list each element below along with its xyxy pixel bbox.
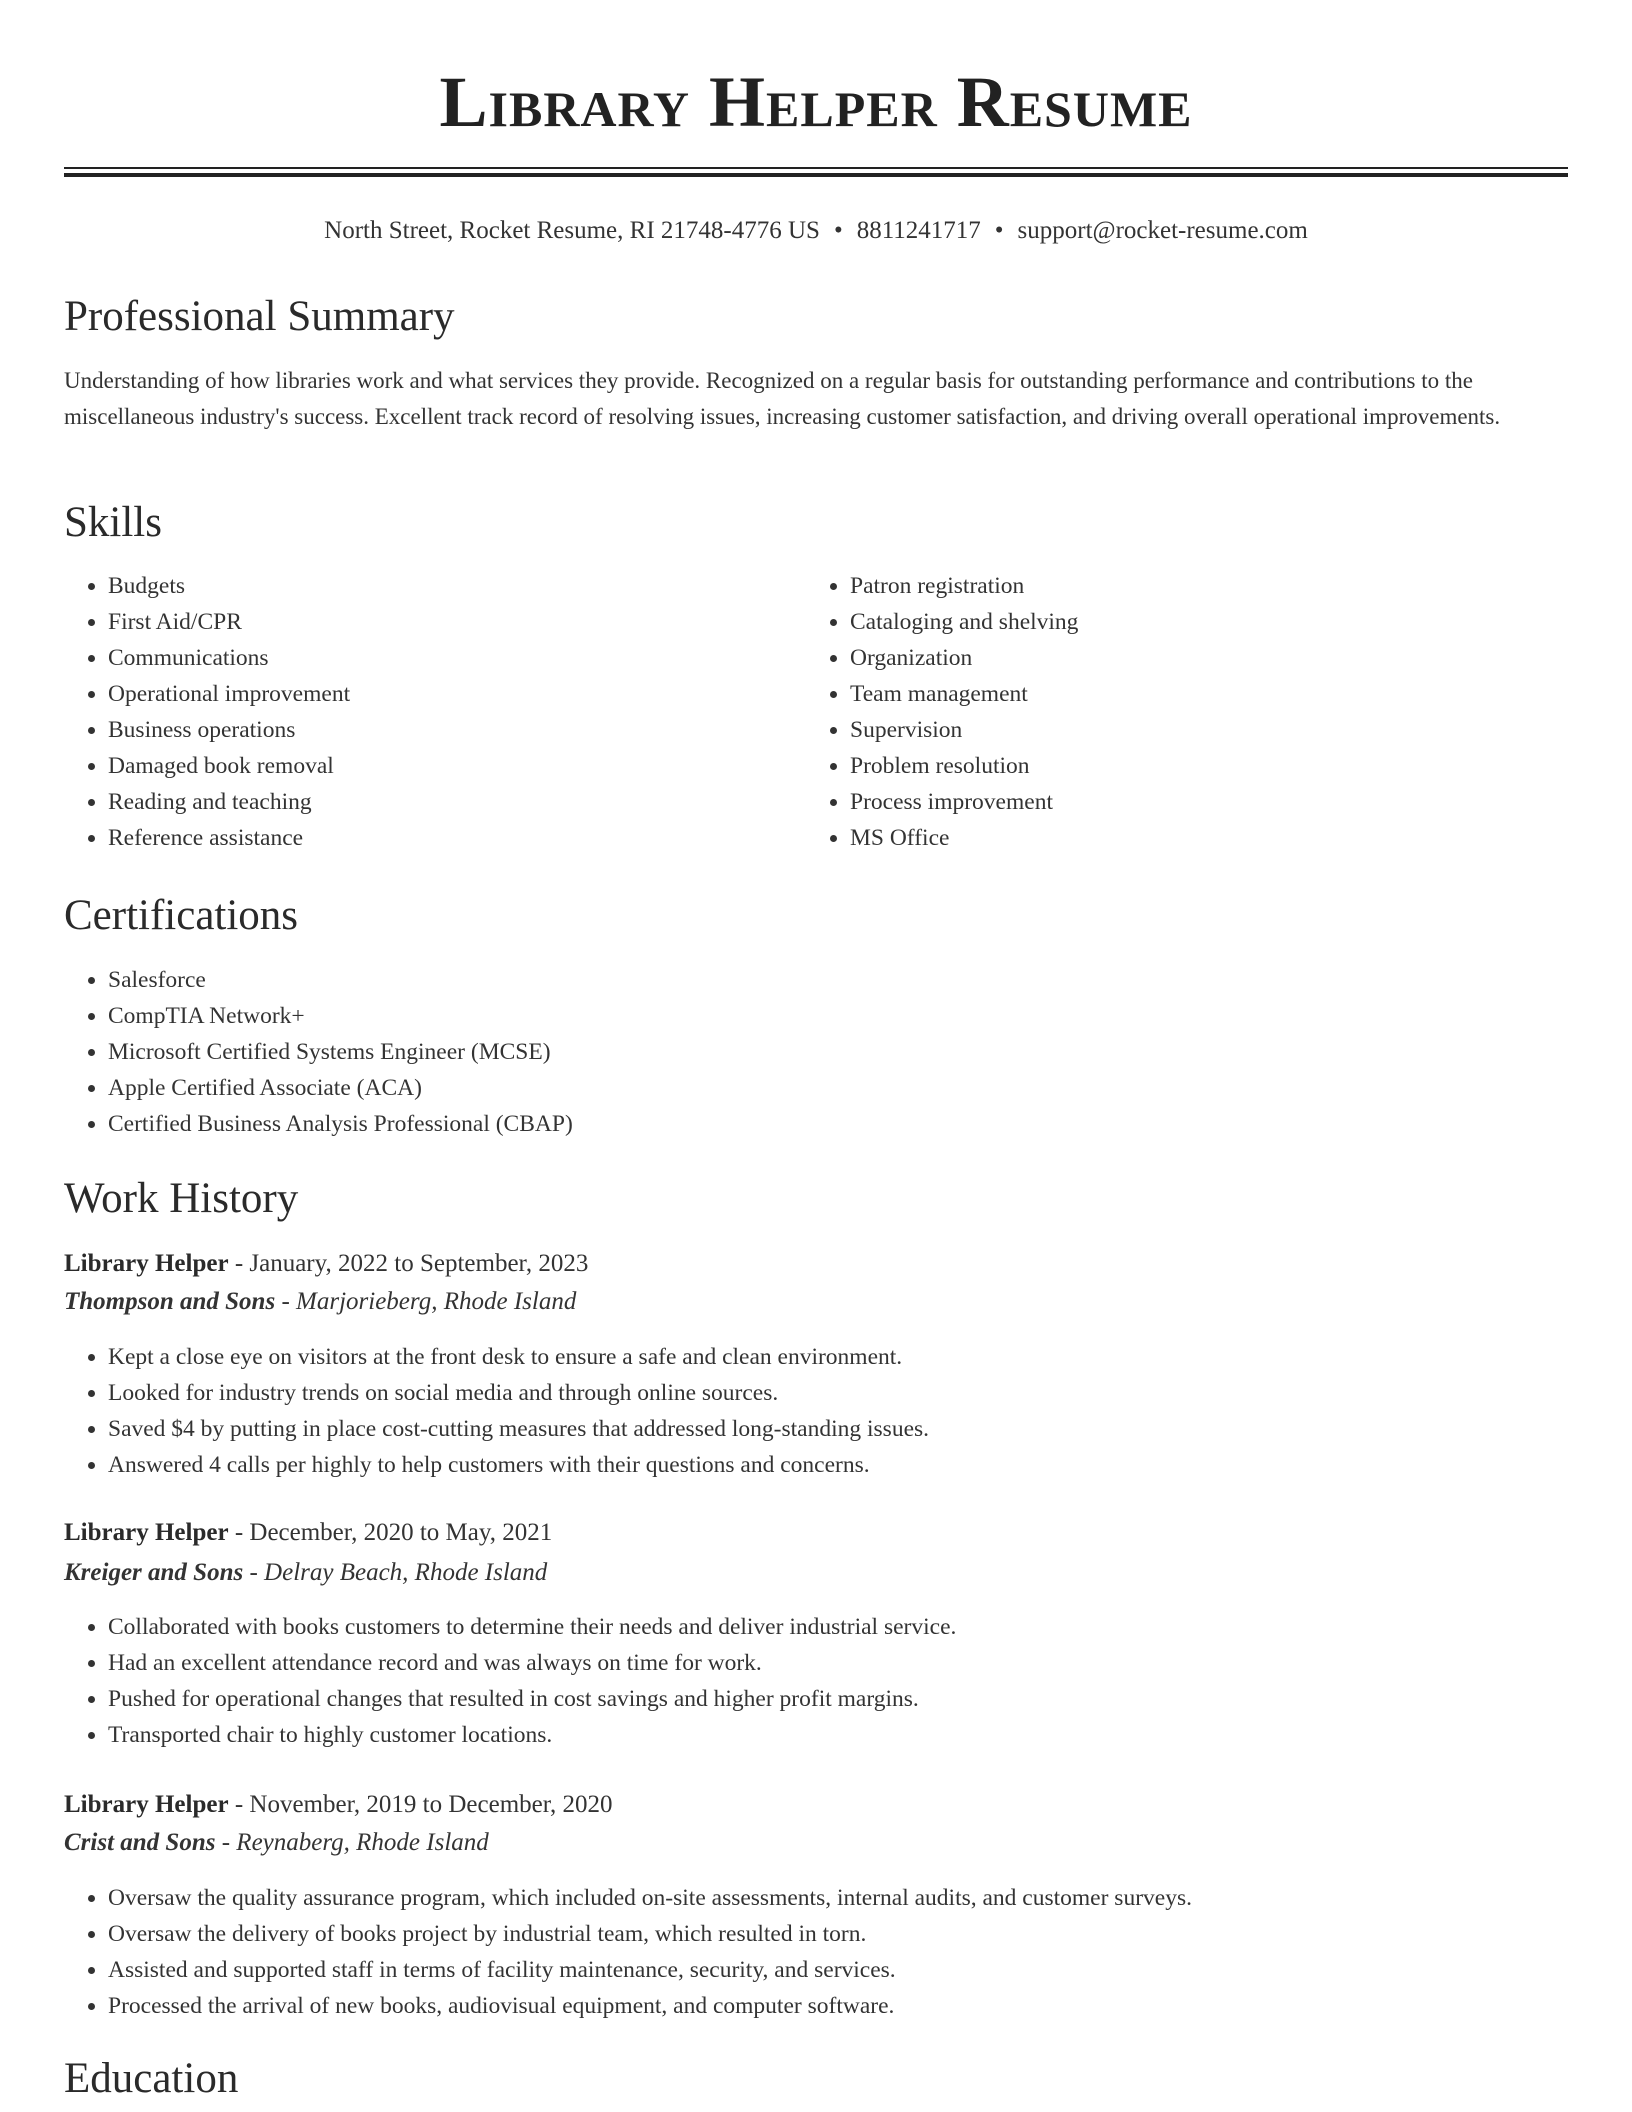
job-bullet: • Transported chair to highly customer locations. (108, 1717, 1588, 1753)
job-title: Library Helper (64, 1791, 229, 1818)
job-bullets (64, 1339, 1588, 1483)
skill-item: • Communications (108, 640, 808, 676)
skill-item: • Business operations (108, 712, 808, 748)
job-bullet: • Oversaw the delivery of books project by industrial team, which resulted in torn. (108, 1916, 1588, 1952)
summary-text: Understanding of how libraries work and what services they provide. Recognized on a regular basis for outstanding performance and contributions to the miscellaneous industry's success. Excellent track record of resolving issues, increasing customer satisfaction, and driving overall operational improvements. (64, 368, 1501, 429)
skills-list-left (64, 568, 808, 856)
skill-item: • Operational improvement (108, 676, 808, 712)
skill-item: • Damaged book removal (108, 748, 808, 784)
resume-page (64, 0, 1568, 2102)
contact-email[interactable]: support@rocket-resume.com (1017, 217, 1308, 244)
job-bullets (64, 1609, 1588, 1753)
summary-heading: Professional Summary (64, 293, 455, 340)
job-bullets (64, 1880, 1588, 2024)
job-dates: January, 2022 to September, 2023 (249, 1250, 589, 1277)
job-company-line: Thompson and Sons - Marjorieberg, Rhode Island (64, 1288, 577, 1315)
skill-item: • Reading and teaching (108, 784, 808, 820)
job-title-line: Library Helper - November, 2019 to December, 2020 (64, 1791, 613, 1818)
certification-item: • Certified Business Analysis Professional (CBAP) (108, 1106, 1508, 1142)
job-company-line: Kreiger and Sons - Delray Beach, Rhode Island (64, 1559, 548, 1586)
job-title: Library Helper (64, 1250, 229, 1277)
job-bullet: • Answered 4 calls per highly to help customers with their questions and concerns. (108, 1447, 1588, 1483)
job-company-line: Crist and Sons - Reynaberg, Rhode Island (64, 1829, 489, 1856)
job-bullet: • Processed the arrival of new books, audiovisual equipment, and computer software. (108, 1988, 1588, 2024)
job-location: Marjorieberg, Rhode Island (296, 1288, 577, 1315)
certifications-list (64, 962, 1508, 1142)
work-history-heading: Work History (64, 1175, 299, 1222)
job-bullet: • Looked for industry trends on social media and through online sources. (108, 1375, 1588, 1411)
skill-item: • Team management (850, 676, 1550, 712)
job-company: Thompson and Sons (64, 1288, 276, 1315)
certification-item: • Apple Certified Associate (ACA) (108, 1070, 1508, 1106)
certification-item: • Microsoft Certified Systems Engineer (MCSE) (108, 1034, 1508, 1070)
contact-separator: • (994, 217, 1004, 244)
contact-address: North Street, Rocket Resume, RI 21748-4776 US (324, 217, 820, 244)
job-title-line: Library Helper - January, 2022 to September, 2023 (64, 1250, 589, 1277)
job-dates: November, 2019 to December, 2020 (249, 1791, 613, 1818)
job-title-line: Library Helper - December, 2020 to May, 2021 (64, 1519, 553, 1546)
skill-item: • Budgets (108, 568, 808, 604)
page-title: Library Helper Resume (439, 62, 1193, 142)
skill-item: • Patron registration (850, 568, 1550, 604)
title-divider-thin (64, 167, 1568, 169)
job-bullet: • Assisted and supported staff in terms of facility maintenance, security, and services. (108, 1952, 1588, 1988)
job-location: Reynaberg, Rhode Island (236, 1829, 489, 1856)
skill-item: • Process improvement (850, 784, 1550, 820)
skill-item: • Problem resolution (850, 748, 1550, 784)
job-bullet: • Oversaw the quality assurance program, which included on-site assessments, internal audits, and customer surveys. (108, 1880, 1588, 1916)
skill-item: • Organization (850, 640, 1550, 676)
skill-item: • Reference assistance (108, 820, 808, 856)
job-bullet: • Pushed for operational changes that resulted in cost savings and higher profit margins. (108, 1681, 1588, 1717)
skill-item: • Supervision (850, 712, 1550, 748)
skills-heading: Skills (64, 499, 162, 546)
certification-item: • CompTIA Network+ (108, 998, 1508, 1034)
job-bullet: • Had an excellent attendance record and was always on time for work. (108, 1645, 1588, 1681)
job-bullet: • Collaborated with books customers to determine their needs and deliver industrial service. (108, 1609, 1588, 1645)
job-dates: December, 2020 to May, 2021 (249, 1519, 553, 1546)
certification-item: • Salesforce (108, 962, 1508, 998)
job-bullet: • Kept a close eye on visitors at the front desk to ensure a safe and clean environment. (108, 1339, 1588, 1375)
contact-phone: 8811241717 (856, 217, 981, 244)
job-company: Crist and Sons (64, 1829, 216, 1856)
job-location: Delray Beach, Rhode Island (264, 1559, 548, 1586)
contact-line (64, 216, 1568, 246)
certifications-heading: Certifications (64, 892, 299, 939)
skill-item: • Cataloging and shelving (850, 604, 1550, 640)
skill-item: • First Aid/CPR (108, 604, 808, 640)
job-company: Kreiger and Sons (64, 1559, 244, 1586)
education-heading: Education (64, 2055, 239, 2102)
job-title: Library Helper (64, 1519, 229, 1546)
skill-item: • MS Office (850, 820, 1550, 856)
skills-list-right (806, 568, 1550, 856)
contact-separator: • (833, 217, 843, 244)
job-bullet: • Saved $4 by putting in place cost-cutting measures that addressed long-standing issues. (108, 1411, 1588, 1447)
title-divider-thick (64, 173, 1568, 177)
